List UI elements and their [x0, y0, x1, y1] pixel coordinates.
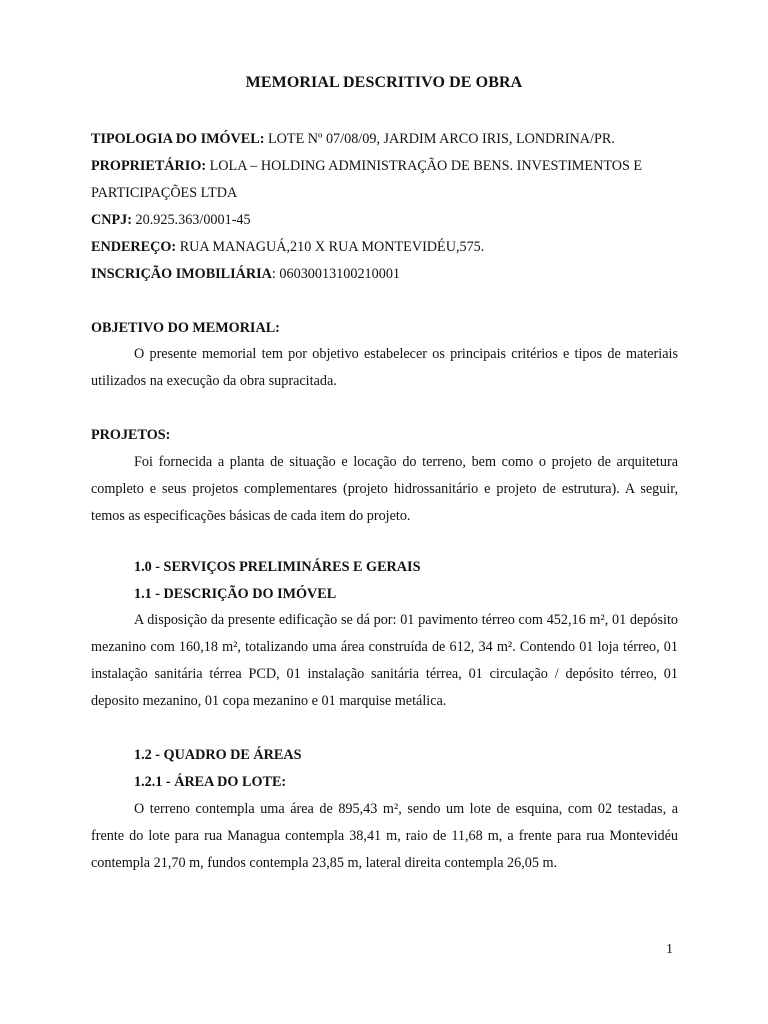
proprietario-label: PROPRIETÁRIO: — [91, 158, 207, 174]
cnpj-line — [91, 211, 678, 229]
proprietario-line — [91, 157, 678, 175]
tipologia-label: TIPOLOGIA DO IMÓVEL: — [91, 131, 265, 147]
section-1-1-paragraph: A disposição da presente edificação se dá por: 01 pavimento térreo com 452,16 m², 01 depósito mezanino com 160,18 m², totalizando uma área construída de 612, 34 m². Contendo 01 loja térreo, 01 instalação sanitária térrea PCD, 01 instalação sanitária térrea, 01 circulação / depósito térreo, 01 deposito mezanino, 01 copa mezanino e 01 marquise metálica. — [91, 612, 678, 709]
proprietario-line-2 — [91, 184, 678, 202]
tipologia-line — [91, 130, 678, 148]
proprietario-value: LOLA – HOLDING ADMINISTRAÇÃO DE BENS. INVESTIMENTOS E — [206, 158, 643, 174]
cnpj-label: CNPJ: — [91, 212, 132, 228]
section-1-2-1-paragraph: O terreno contempla uma área de 895,43 m², sendo um lote de esquina, com 02 testadas, a frente do lote para rua Managua contempla 38,41 m, raio de 11,68 m, a frente para rua Montevidéu contempla 21,70 m, fundos contempla 23,85 m, lateral direita contempla 26,05 m. — [91, 801, 678, 871]
projetos-paragraph: Foi fornecida a planta de situação e locação do terreno, bem como o projeto de arquitetura completo e seus projetos complementares (projeto hidrossanitário e projeto de estrutura). A seguir, temos as especificações básicas de cada item do projeto. — [91, 454, 678, 524]
page-number: 1 — [666, 942, 673, 957]
inscricao-label: INSCRIÇÃO IMOBILIÁRIA — [91, 266, 272, 282]
tipologia-value: LOTE Nº 07/08/09, JARDIM ARCO IRIS, LONDRINA/PR. — [264, 131, 615, 147]
inscricao-line — [91, 265, 678, 283]
section-1-1-heading: 1.1 - DESCRIÇÃO DO IMÓVEL — [134, 586, 337, 602]
section-1-heading: 1.0 - SERVIÇOS PRELIMINÁRES E GERAIS — [134, 559, 421, 575]
section-1-2-1-heading: 1.2.1 - ÁREA DO LOTE: — [134, 774, 287, 790]
section-1-2-heading: 1.2 - QUADRO DE ÁREAS — [134, 747, 302, 763]
objetivo-paragraph: O presente memorial tem por objetivo estabelecer os principais critérios e tipos de materiais utilizados na execução da obra supracitada. — [91, 346, 678, 389]
endereco-value: RUA MANAGUÁ,210 X RUA MONTEVIDÉU,575. — [176, 239, 485, 255]
inscricao-value: : 06030013100210001 — [271, 266, 401, 282]
endereco-label: ENDEREÇO: — [91, 239, 177, 255]
document-title: MEMORIAL DESCRITIVO DE OBRA — [245, 74, 523, 91]
projetos-heading: PROJETOS: — [91, 427, 171, 443]
cnpj-value: 20.925.363/0001-45 — [131, 212, 251, 228]
objetivo-heading: OBJETIVO DO MEMORIAL: — [91, 320, 280, 336]
endereco-line — [91, 238, 678, 256]
proprietario-value-cont: PARTICIPAÇÕES LTDA — [91, 185, 238, 201]
